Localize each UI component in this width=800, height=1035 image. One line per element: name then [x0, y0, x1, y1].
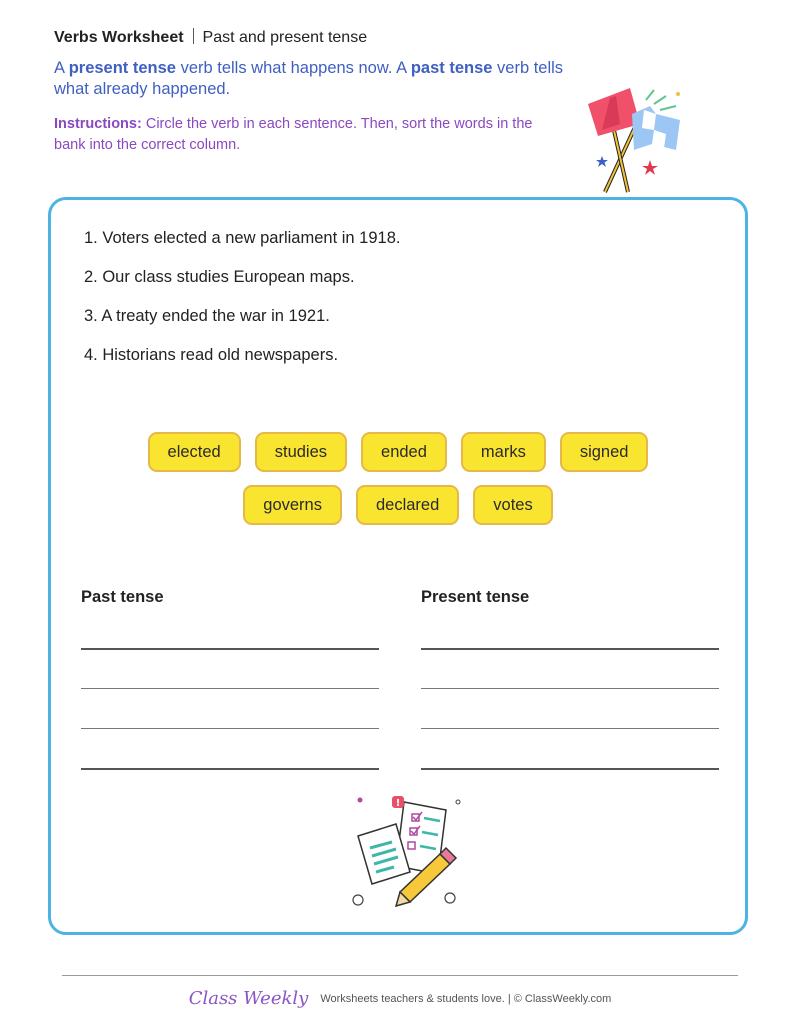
present-answer-line[interactable] — [421, 768, 719, 770]
present-answer-line[interactable] — [421, 728, 719, 729]
present-tense-heading: Present tense — [421, 588, 530, 606]
clipboard-pencil-illustration-icon — [346, 792, 466, 912]
past-tense-term: past tense — [410, 59, 493, 77]
instructions — [54, 114, 554, 156]
present-answer-line[interactable] — [421, 648, 719, 650]
sentence-item[interactable]: 3. A treaty ended the war in 1921. — [84, 307, 330, 325]
instructions-text: Circle the verb in each sentence. Then, sort the words in the bank into the correct column. — [54, 116, 533, 153]
word-chip-governs[interactable]: governs — [243, 485, 342, 525]
word-chip-declared[interactable]: declared — [356, 485, 459, 525]
worksheet-card — [48, 197, 748, 935]
word-chip-votes[interactable]: votes — [473, 485, 552, 525]
past-tense-heading: Past tense — [81, 588, 164, 606]
header-divider — [193, 28, 194, 44]
present-answer-line[interactable] — [421, 688, 719, 689]
past-answer-line[interactable] — [81, 728, 379, 729]
footer — [0, 988, 800, 1009]
word-bank-row-2 — [51, 485, 745, 525]
footer-divider — [62, 975, 738, 976]
tense-definition — [54, 58, 564, 100]
past-answer-line[interactable] — [81, 688, 379, 689]
footer-tagline: Worksheets teachers & students love. | © ClassWeekly.com — [320, 993, 612, 1005]
brand-logo[interactable]: Class Weekly — [188, 988, 309, 1009]
instructions-label: Instructions: — [54, 116, 142, 132]
sentence-item[interactable]: 4. Historians read old newspapers. — [84, 346, 339, 364]
word-chip-signed[interactable]: signed — [560, 432, 649, 472]
svg-text:!: ! — [395, 798, 401, 809]
intro-text-2: verb tells what happens now. A — [175, 59, 411, 77]
intro-text-3: verb tells what already happened. — [54, 59, 564, 98]
word-chip-ended[interactable]: ended — [361, 432, 447, 472]
flags-illustration-icon — [580, 84, 690, 194]
intro-text-1: A — [54, 59, 69, 77]
word-chip-elected[interactable]: elected — [148, 432, 241, 472]
worksheet-header — [54, 28, 367, 47]
past-answer-line[interactable] — [81, 768, 379, 770]
worksheet-subtitle: Past and present tense — [202, 29, 368, 46]
worksheet-title: Verbs Worksheet — [54, 29, 184, 46]
sentence-list — [84, 227, 400, 383]
word-bank-row-1 — [51, 432, 745, 472]
sentence-item[interactable]: 1. Voters elected a new parliament in 1918. — [84, 229, 401, 247]
past-answer-line[interactable] — [81, 648, 379, 650]
present-tense-term: present tense — [68, 59, 176, 77]
sentence-item[interactable]: 2. Our class studies European maps. — [84, 268, 355, 286]
word-chip-studies[interactable]: studies — [255, 432, 347, 472]
word-chip-marks[interactable]: marks — [461, 432, 546, 472]
